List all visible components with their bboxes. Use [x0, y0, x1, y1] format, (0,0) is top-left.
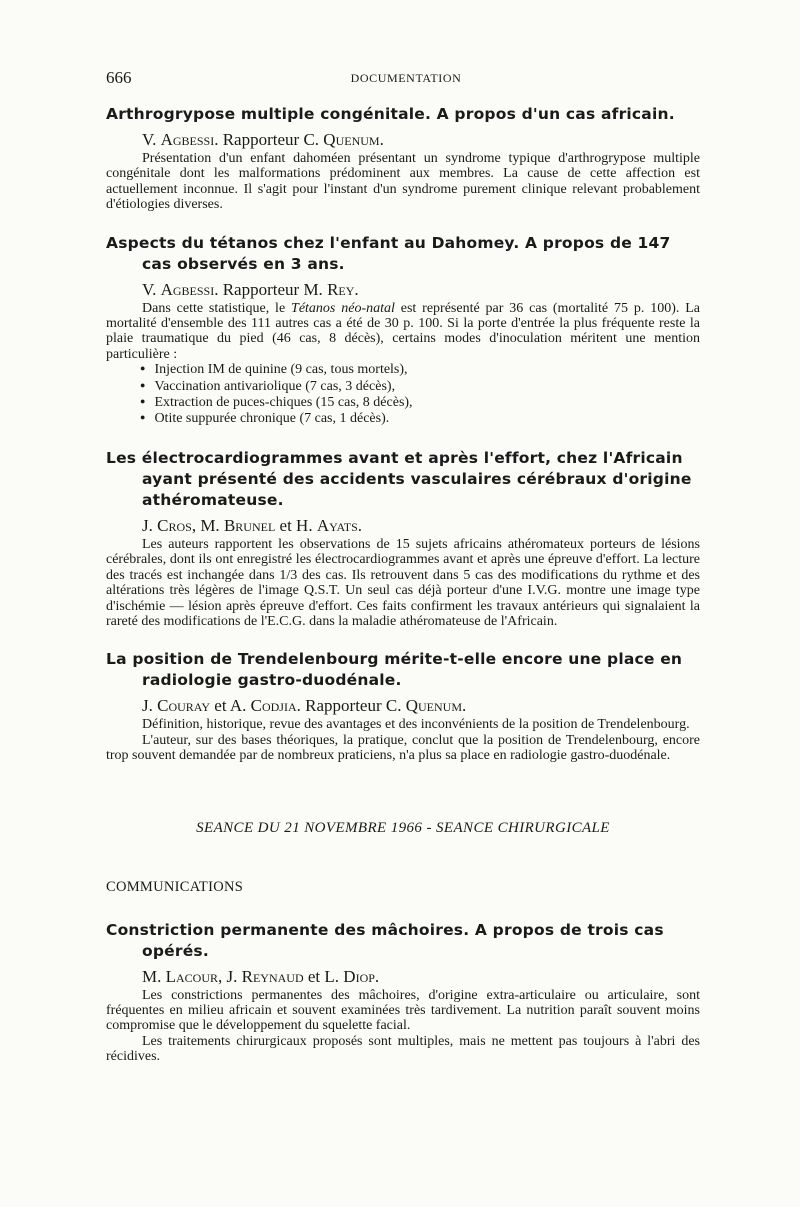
- author-text: . Rapporteur M.: [214, 279, 328, 299]
- author-name: Agbessi: [160, 279, 215, 299]
- author-text: . Rapporteur C.: [214, 130, 324, 149]
- author-name: Diop: [343, 966, 375, 986]
- article-authors: [142, 279, 700, 301]
- abstract-paragraph: [106, 301, 700, 363]
- abstract-paragraph: Les constrictions permanentes des mâchoires, d'origine extra-articulaire ou articulaire, sont fréquentes en milieu africain et souvent examinées très tardivement. La nutrition paraît souvent moins compromise que le développement du squelette facial.: [106, 987, 700, 1034]
- article: [106, 448, 700, 629]
- author-text: .: [379, 130, 384, 149]
- author-name: Lacour: [165, 966, 219, 986]
- bullet-item: ● Vaccination antivariolique (7 cas, 3 décès),: [140, 379, 700, 395]
- italic-term: Tétanos néo-natal: [291, 300, 395, 316]
- communications-heading: COMMUNICATIONS: [106, 878, 244, 895]
- abstract-text: est représenté par 36 cas (mortalité 75 p. 100). La mortalité d'ensemble des 111 autres cas a été de 30 p. 100. Si la porte d'entrée la plus fréquente reste la plaie traumatique du pied (46 cas, 8 décès), certains modes d'inoculation méritent une mention particulière :: [106, 300, 700, 362]
- article-authors: [142, 129, 700, 151]
- abstract-paragraph: L'auteur, sur des bases théoriques, la pratique, conclut que la position de Trendelenbourg, encore trop souvent demandée par de nombreux praticiens, n'a plus sa place en radiologie gastro-duodénale.: [106, 732, 700, 764]
- author-name: Brunel: [223, 515, 276, 535]
- article: [106, 920, 700, 1065]
- author-text: et L.: [303, 966, 344, 986]
- author-text: J.: [142, 515, 158, 535]
- bullet-item: ● Extraction de puces-chiques (15 cas, 8 décès),: [140, 395, 700, 411]
- abstract-paragraph: Les traitements chirurgicaux proposés sont multiples, mais ne mettent pas toujours à l'abri des récidives.: [106, 1033, 700, 1065]
- author-text: M.: [142, 966, 166, 986]
- author-name: Reynaud: [241, 966, 304, 986]
- bullet-item: ● Injection IM de quinine (9 cas, tous mortels),: [140, 362, 700, 378]
- author-text: et H.: [275, 515, 317, 535]
- articles-group: [106, 104, 700, 764]
- author-text: J.: [142, 696, 158, 716]
- article-title: Arthrogrypose multiple congénitale. A propos d'un cas africain.: [106, 105, 675, 123]
- article-title: Constriction permanente des mâchoires. A propos de trois cas opérés.: [106, 920, 664, 960]
- author-name: Codjia: [250, 696, 297, 716]
- article-title: La position de Trendelenbourg mérite-t-elle encore une place en radiologie gastro-duodénale.: [106, 650, 683, 690]
- bullet-list: [106, 362, 700, 428]
- author-text: .: [354, 279, 359, 299]
- article-authors: [142, 966, 700, 988]
- author-name: Quenum: [323, 130, 380, 149]
- article-authors: [142, 695, 700, 717]
- abstract-paragraph: Définition, historique, revue des avantages et des inconvénients de la position de Trendelenbourg.: [142, 717, 690, 733]
- abstract-text: Dans cette statistique, le: [142, 300, 292, 316]
- author-name: Cros: [157, 515, 192, 535]
- article: [106, 649, 700, 763]
- abstract-paragraph: Présentation d'un enfant dahoméen présentant un syndrome typique d'arthrogrypose multiple congénitale dont les malformations prédominent aux membres. La cause de cette affection est actuellement inconnue. Il s'agit pour l'instant d'un syndrome purement clinique relevant probablement d'étiologies diverses.: [106, 151, 700, 213]
- article-title: Les électrocardiogrammes avant et après l'effort, chez l'Africain ayant présenté des accidents vasculaires cérébraux d'origine athéromateuse.: [106, 448, 692, 509]
- author-text: V.: [142, 279, 161, 299]
- page-content: [106, 104, 700, 1065]
- author-text: .: [374, 966, 380, 986]
- page-header: [106, 68, 706, 88]
- article-title: Aspects du tétanos chez l'enfant au Dahomey. A propos de 147 cas observés en 3 ans.: [106, 233, 671, 273]
- article: [106, 233, 700, 428]
- article-authors: [142, 515, 700, 537]
- author-text: .: [462, 696, 467, 716]
- author-text: et A.: [210, 696, 251, 716]
- running-title: DOCUMENTATION: [350, 71, 462, 85]
- author-name: Ayats: [316, 515, 358, 535]
- author-name: Agbessi: [160, 130, 215, 149]
- author-name: Couray: [157, 696, 211, 716]
- author-name: Quenum: [405, 696, 463, 716]
- author-text: , M.: [191, 515, 224, 535]
- author-text: , J.: [218, 966, 242, 986]
- seance-heading: SEANCE DU 21 NOVEMBRE 1966 - SEANCE CHIRURGICALE: [196, 819, 610, 836]
- author-text: .: [357, 515, 363, 535]
- article: [106, 104, 700, 213]
- bullet-item: ● Otite suppurée chronique (7 cas, 1 décès).: [140, 411, 700, 427]
- page-number: 666: [106, 68, 132, 87]
- author-name: Rey: [327, 279, 355, 299]
- author-text: . Rapporteur C.: [296, 696, 406, 716]
- author-text: V.: [142, 130, 161, 149]
- abstract-paragraph: Les auteurs rapportent les observations de 15 sujets africains athéromateux porteurs de lésions cérébrales, dont ils ont enregistré les électrocardiogrammes avant et après une épreuve d'effort. La lecture des tracés est inchangée dans 1/3 des cas. Ils retrouvent dans 5 cas des modifications du rythme et des altérations très légères de l'image Q.S.T. Un seul cas déjà porteur d'une I.V.G. montre une image type d'ischémie — lésion après épreuve d'effort. Ces faits confirment les travaux antérieurs qui signalaient la rareté des modifications de l'E.C.G. dans la maladie athéromateuse de l'Africain.: [106, 536, 700, 629]
- articles-group-communications: [106, 920, 700, 1065]
